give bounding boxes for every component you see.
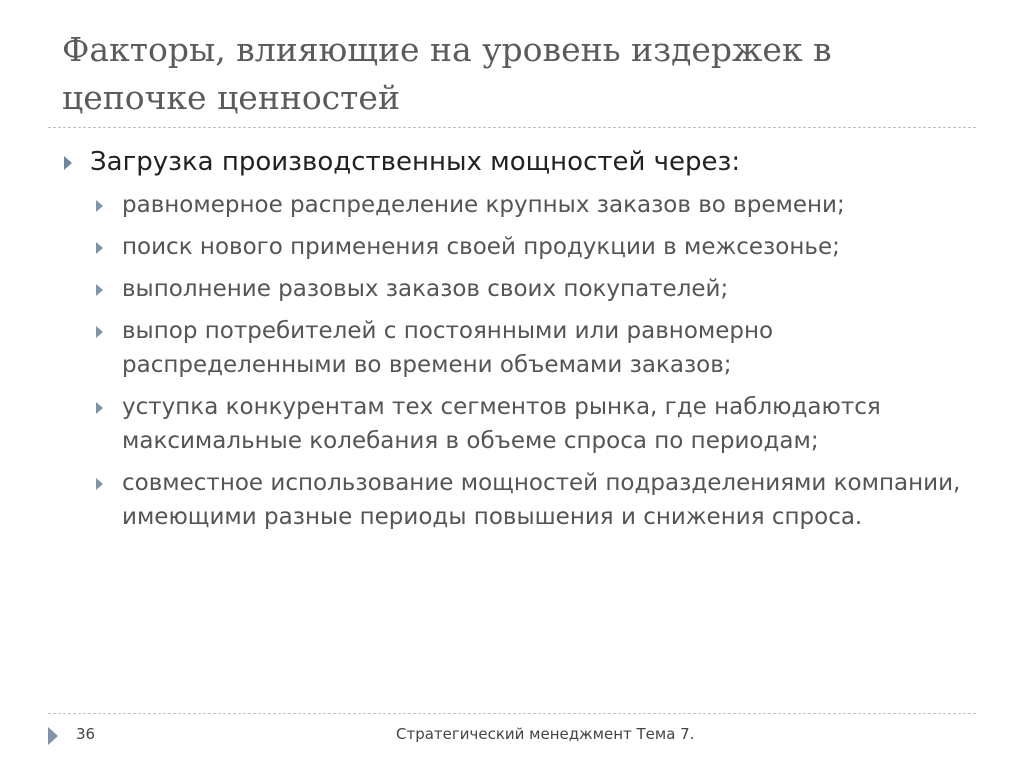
triangle-right-icon xyxy=(96,200,103,212)
main-bullet xyxy=(62,142,982,182)
triangle-right-icon xyxy=(96,478,103,490)
sub-bullet-text: совместное использование мощностей подразделениями компании, имеющими разные периоды повышения и снижения спроса. xyxy=(122,470,961,530)
sub-bullet xyxy=(62,272,982,306)
sub-bullet xyxy=(62,230,982,264)
sub-bullet-text: выполнение разовых заказов своих покупателей; xyxy=(122,276,729,302)
sub-bullet-text: уступка конкурентам тех сегментов рынка, где наблюдаются максимальные колебания в объеме спроса по периодам; xyxy=(122,394,881,454)
triangle-right-icon xyxy=(96,326,103,338)
triangle-right-icon xyxy=(48,727,58,745)
footer-divider xyxy=(48,713,976,714)
main-bullet-text: Загрузка производственных мощностей через: xyxy=(90,147,741,177)
title-divider xyxy=(48,127,976,128)
triangle-right-icon xyxy=(96,402,103,414)
sub-bullet xyxy=(62,188,982,222)
triangle-right-icon xyxy=(64,156,72,170)
sub-bullet xyxy=(62,466,982,534)
sub-bullet-text: поиск нового применения своей продукции в межсезонье; xyxy=(122,234,840,260)
slide-content xyxy=(62,142,982,542)
page-number: 36 xyxy=(76,725,96,743)
triangle-right-icon xyxy=(96,284,103,296)
sub-bullet-text: выпор потребителей с постоянными или равномерно распределенными во времени объемами заказов; xyxy=(122,318,774,378)
footer-caption: Стратегический менеджмент Тема 7. xyxy=(396,725,695,743)
slide-title: Факторы, влияющие на уровень издержек в цепочке ценностей xyxy=(62,30,832,117)
sub-bullet xyxy=(62,390,982,458)
sub-bullet xyxy=(62,314,982,382)
triangle-right-icon xyxy=(96,242,103,254)
sub-bullet-text: равномерное распределение крупных заказов во времени; xyxy=(122,192,845,218)
